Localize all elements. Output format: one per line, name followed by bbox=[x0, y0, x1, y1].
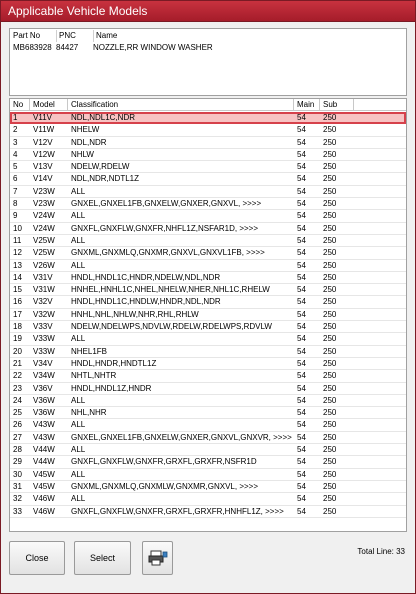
table-row[interactable] bbox=[10, 333, 406, 345]
row-main: 54 bbox=[297, 309, 306, 319]
row-main: 54 bbox=[297, 285, 306, 295]
column-header-model[interactable]: Model bbox=[30, 99, 68, 111]
close-button[interactable]: Close bbox=[9, 541, 65, 575]
row-sub: 250 bbox=[323, 481, 337, 491]
row-sub: 250 bbox=[323, 457, 337, 467]
column-header-no[interactable]: No bbox=[10, 99, 30, 111]
row-main: 54 bbox=[297, 432, 306, 442]
row-sub: 250 bbox=[323, 223, 337, 233]
row-main: 54 bbox=[297, 408, 306, 418]
row-classification: NDL,NDR,NDTL1Z bbox=[71, 174, 140, 184]
row-main: 54 bbox=[297, 334, 306, 344]
row-classification: NDELW,RDELW bbox=[71, 162, 130, 172]
table-row[interactable] bbox=[10, 223, 406, 235]
row-sub: 250 bbox=[323, 346, 337, 356]
row-sub: 250 bbox=[323, 494, 337, 504]
row-classification: GNXML,GNXMLQ,GNXMR,GNXVL,GNXVL1FB, >>>> bbox=[71, 248, 265, 258]
row-sub: 250 bbox=[323, 186, 337, 196]
row-main: 54 bbox=[297, 469, 306, 479]
row-classification: ALL bbox=[71, 494, 86, 504]
row-model: V43W bbox=[33, 420, 55, 430]
row-sub: 250 bbox=[323, 113, 337, 122]
row-classification: GNXEL,GNXEL1FB,GNXELW,GNXER,GNXVL,GNXVR, >>>> bbox=[71, 432, 292, 442]
row-model: V23W bbox=[33, 199, 55, 209]
row-model: V36W bbox=[33, 408, 55, 418]
table-row[interactable] bbox=[10, 493, 406, 505]
row-classification: ALL bbox=[71, 469, 86, 479]
row-model: V34W bbox=[33, 371, 55, 381]
row-no: 20 bbox=[13, 346, 22, 356]
part-info-panel bbox=[9, 28, 407, 96]
row-main: 54 bbox=[297, 223, 306, 233]
row-no: 18 bbox=[13, 322, 22, 332]
row-no: 24 bbox=[13, 395, 22, 405]
row-model: V24W bbox=[33, 211, 55, 221]
row-model: V13V bbox=[33, 162, 53, 172]
row-no: 30 bbox=[13, 469, 22, 479]
row-model: V45W bbox=[33, 481, 55, 491]
row-main: 54 bbox=[297, 297, 306, 307]
row-main: 54 bbox=[297, 481, 306, 491]
row-main: 54 bbox=[297, 494, 306, 504]
table-row[interactable] bbox=[10, 260, 406, 272]
table-row[interactable] bbox=[10, 173, 406, 185]
row-classification: ALL bbox=[71, 235, 86, 245]
table-row[interactable] bbox=[10, 137, 406, 149]
row-sub: 250 bbox=[323, 248, 337, 258]
table-row[interactable] bbox=[10, 432, 406, 444]
row-classification: GNXEL,GNXEL1FB,GNXELW,GNXER,GNXVL, >>>> bbox=[71, 199, 262, 209]
row-main: 54 bbox=[297, 420, 306, 430]
part-no-value: MB683928 bbox=[13, 43, 52, 52]
row-sub: 250 bbox=[323, 445, 337, 455]
row-model: V44W bbox=[33, 457, 55, 467]
name-header: Name bbox=[93, 30, 393, 42]
table-row[interactable] bbox=[10, 186, 406, 198]
table-row[interactable] bbox=[10, 112, 406, 124]
row-main: 54 bbox=[297, 272, 306, 282]
row-no: 21 bbox=[13, 358, 22, 368]
table-row[interactable] bbox=[10, 358, 406, 370]
table-row[interactable] bbox=[10, 124, 406, 136]
row-main: 54 bbox=[297, 383, 306, 393]
row-main: 54 bbox=[297, 235, 306, 245]
list-rows bbox=[10, 112, 406, 518]
row-main: 54 bbox=[297, 395, 306, 405]
table-row[interactable] bbox=[10, 444, 406, 456]
row-sub: 250 bbox=[323, 383, 337, 393]
row-model: V23W bbox=[33, 186, 55, 196]
row-no: 1 bbox=[13, 113, 18, 122]
row-model: V33V bbox=[33, 322, 53, 332]
list-header bbox=[10, 99, 406, 111]
row-model: V36V bbox=[33, 383, 53, 393]
row-model: V11W bbox=[33, 125, 55, 135]
total-line-indicator bbox=[357, 547, 405, 556]
row-sub: 250 bbox=[323, 371, 337, 381]
print-button[interactable] bbox=[142, 541, 173, 575]
row-no: 23 bbox=[13, 383, 22, 393]
row-classification: HNHEL,HNHL1C,NHEL,NHELW,NHER,NHL1C,RHELW bbox=[71, 285, 270, 295]
row-classification: NHLW bbox=[71, 149, 94, 159]
window-title: Applicable Vehicle Models bbox=[1, 1, 415, 22]
table-row[interactable] bbox=[10, 284, 406, 296]
row-main: 54 bbox=[297, 199, 306, 209]
row-sub: 250 bbox=[323, 432, 337, 442]
column-header-sub[interactable]: Sub bbox=[320, 99, 354, 111]
row-classification: NDL,NDL1C,NDR bbox=[71, 113, 136, 122]
row-classification: ALL bbox=[71, 420, 86, 430]
pnc-header: PNC bbox=[56, 30, 90, 42]
row-main: 54 bbox=[297, 162, 306, 172]
row-classification: HNHL,NHL,NHLW,NHR,RHL,RHLW bbox=[71, 309, 199, 319]
row-model: V31V bbox=[33, 272, 53, 282]
row-classification: GNXML,GNXMLQ,GNXMLW,GNXMR,GNXVL, >>>> bbox=[71, 481, 259, 491]
printer-icon bbox=[148, 550, 168, 566]
row-no: 5 bbox=[13, 162, 18, 172]
table-row[interactable] bbox=[10, 321, 406, 333]
table-row[interactable] bbox=[10, 481, 406, 493]
select-button[interactable]: Select bbox=[74, 541, 131, 575]
row-main: 54 bbox=[297, 186, 306, 196]
row-sub: 250 bbox=[323, 125, 337, 135]
row-model: V25W bbox=[33, 248, 55, 258]
row-no: 4 bbox=[13, 149, 18, 159]
row-model: V32W bbox=[33, 309, 55, 319]
row-classification: ALL bbox=[71, 445, 86, 455]
row-sub: 250 bbox=[323, 137, 337, 147]
column-header-main[interactable]: Main bbox=[294, 99, 320, 111]
row-no: 26 bbox=[13, 420, 22, 430]
vehicle-model-list[interactable] bbox=[9, 98, 407, 532]
part-no-header: Part No bbox=[13, 31, 41, 40]
row-main: 54 bbox=[297, 211, 306, 221]
table-row[interactable] bbox=[10, 296, 406, 308]
row-no: 13 bbox=[13, 260, 22, 270]
row-model: V36W bbox=[33, 395, 55, 405]
row-main: 54 bbox=[297, 149, 306, 159]
row-main: 54 bbox=[297, 113, 306, 122]
row-classification: NHTL,NHTR bbox=[71, 371, 117, 381]
row-sub: 250 bbox=[323, 211, 337, 221]
total-line-label: Total Line: bbox=[357, 547, 394, 556]
row-sub: 250 bbox=[323, 297, 337, 307]
row-sub: 250 bbox=[323, 149, 337, 159]
row-sub: 250 bbox=[323, 174, 337, 184]
table-row[interactable] bbox=[10, 456, 406, 468]
row-no: 17 bbox=[13, 309, 22, 319]
row-model: V46W bbox=[33, 506, 55, 516]
row-sub: 250 bbox=[323, 395, 337, 405]
row-no: 12 bbox=[13, 248, 22, 258]
row-no: 16 bbox=[13, 297, 22, 307]
row-main: 54 bbox=[297, 346, 306, 356]
row-sub: 250 bbox=[323, 358, 337, 368]
row-sub: 250 bbox=[323, 199, 337, 209]
row-main: 54 bbox=[297, 457, 306, 467]
bottom-bar bbox=[1, 533, 415, 593]
row-model: V44W bbox=[33, 445, 55, 455]
row-classification: ALL bbox=[71, 334, 86, 344]
row-model: V11V bbox=[33, 113, 52, 122]
table-row[interactable] bbox=[10, 469, 406, 481]
row-main: 54 bbox=[297, 137, 306, 147]
table-row[interactable] bbox=[10, 395, 406, 407]
row-no: 33 bbox=[13, 506, 22, 516]
row-no: 7 bbox=[13, 186, 18, 196]
row-no: 11 bbox=[13, 235, 22, 245]
table-row[interactable] bbox=[10, 149, 406, 161]
row-sub: 250 bbox=[323, 260, 337, 270]
row-no: 8 bbox=[13, 199, 18, 209]
row-no: 31 bbox=[13, 481, 22, 491]
row-no: 2 bbox=[13, 125, 18, 135]
row-no: 27 bbox=[13, 432, 22, 442]
row-sub: 250 bbox=[323, 235, 337, 245]
row-sub: 250 bbox=[323, 420, 337, 430]
row-classification: HNDL,HNDR,HNDTL1Z bbox=[71, 358, 157, 368]
row-no: 28 bbox=[13, 445, 22, 455]
row-main: 54 bbox=[297, 125, 306, 135]
row-model: V24W bbox=[33, 223, 55, 233]
row-sub: 250 bbox=[323, 322, 337, 332]
table-row[interactable] bbox=[10, 198, 406, 210]
table-row[interactable] bbox=[10, 161, 406, 173]
row-classification: ALL bbox=[71, 211, 86, 221]
row-classification: HNDL,HNDL1C,HNDLW,HNDR,NDL,NDR bbox=[71, 297, 221, 307]
row-classification: NHEL1FB bbox=[71, 346, 108, 356]
row-no: 3 bbox=[13, 137, 18, 147]
table-row[interactable] bbox=[10, 210, 406, 222]
table-row[interactable] bbox=[10, 346, 406, 358]
table-row[interactable] bbox=[10, 506, 406, 518]
row-classification: ALL bbox=[71, 260, 86, 270]
part-info-header bbox=[10, 30, 406, 42]
table-row[interactable] bbox=[10, 370, 406, 382]
row-classification: NHELW bbox=[71, 125, 100, 135]
row-no: 14 bbox=[13, 272, 22, 282]
part-name-value: NOZZLE,RR WINDOW WASHER bbox=[93, 43, 213, 52]
row-no: 32 bbox=[13, 494, 22, 504]
row-main: 54 bbox=[297, 506, 306, 516]
row-classification: ALL bbox=[71, 395, 86, 405]
row-sub: 250 bbox=[323, 309, 337, 319]
pnc-value: 84427 bbox=[56, 43, 79, 52]
part-info-row bbox=[10, 42, 406, 54]
row-main: 54 bbox=[297, 174, 306, 184]
row-no: 15 bbox=[13, 285, 22, 295]
table-row[interactable] bbox=[10, 383, 406, 395]
row-no: 6 bbox=[13, 174, 18, 184]
row-classification: ALL bbox=[71, 186, 86, 196]
row-model: V26W bbox=[33, 260, 55, 270]
table-row[interactable] bbox=[10, 247, 406, 259]
row-classification: GNXFL,GNXFLW,GNXFR,NHFL1Z,NSFAR1D, >>>> bbox=[71, 223, 259, 233]
row-sub: 250 bbox=[323, 285, 337, 295]
row-sub: 250 bbox=[323, 272, 337, 282]
row-model: V31W bbox=[33, 285, 55, 295]
row-no: 25 bbox=[13, 408, 22, 418]
row-sub: 250 bbox=[323, 469, 337, 479]
row-model: V34V bbox=[33, 358, 53, 368]
table-row[interactable] bbox=[10, 272, 406, 284]
row-main: 54 bbox=[297, 260, 306, 270]
table-row[interactable] bbox=[10, 407, 406, 419]
row-classification: GNXFL,GNXFLW,GNXFR,GRXFL,GRXFR,HNHFL1Z, >>>> bbox=[71, 506, 284, 516]
table-row[interactable] bbox=[10, 419, 406, 431]
row-main: 54 bbox=[297, 445, 306, 455]
row-model: V43W bbox=[33, 432, 55, 442]
column-header-classification[interactable]: Classification bbox=[68, 99, 294, 111]
row-main: 54 bbox=[297, 322, 306, 332]
row-classification: HNDL,HNDL1C,HNDR,NDELW,NDL,NDR bbox=[71, 272, 221, 282]
row-classification: HNDL,HNDL1Z,HNDR bbox=[71, 383, 152, 393]
row-classification: NDELW,NDELWPS,NDVLW,RDELW,RDELWPS,RDVLW bbox=[71, 322, 272, 332]
row-model: V12W bbox=[33, 149, 55, 159]
row-no: 19 bbox=[13, 334, 22, 344]
row-classification: GNXFL,GNXFLW,GNXFR,GRXFL,GRXFR,NSFR1D bbox=[71, 457, 257, 467]
row-no: 9 bbox=[13, 211, 18, 221]
total-line-count: 33 bbox=[396, 547, 405, 556]
row-model: V33W bbox=[33, 334, 55, 344]
row-main: 54 bbox=[297, 371, 306, 381]
row-sub: 250 bbox=[323, 334, 337, 344]
row-classification: NHL,NHR bbox=[71, 408, 107, 418]
row-no: 10 bbox=[13, 223, 22, 233]
table-row[interactable] bbox=[10, 309, 406, 321]
row-classification: NDL,NDR bbox=[71, 137, 107, 147]
row-model: V46W bbox=[33, 494, 55, 504]
row-sub: 250 bbox=[323, 408, 337, 418]
row-model: V33W bbox=[33, 346, 55, 356]
table-row[interactable] bbox=[10, 235, 406, 247]
row-main: 54 bbox=[297, 248, 306, 258]
row-no: 29 bbox=[13, 457, 22, 467]
row-model: V14V bbox=[33, 174, 53, 184]
row-model: V32V bbox=[33, 297, 53, 307]
row-model: V45W bbox=[33, 469, 55, 479]
row-sub: 250 bbox=[323, 162, 337, 172]
row-model: V12V bbox=[33, 137, 53, 147]
row-model: V25W bbox=[33, 235, 55, 245]
row-main: 54 bbox=[297, 358, 306, 368]
column-header-filler bbox=[354, 99, 406, 111]
row-no: 22 bbox=[13, 371, 22, 381]
row-sub: 250 bbox=[323, 506, 337, 516]
